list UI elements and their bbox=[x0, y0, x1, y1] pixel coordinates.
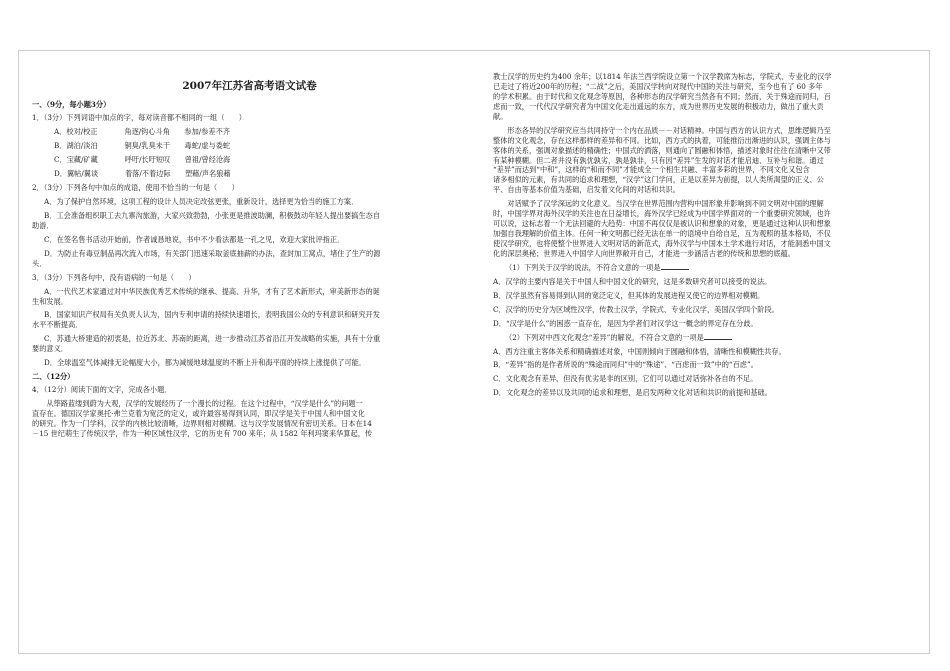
question-1-option-a bbox=[54, 127, 467, 137]
passage-paragraph-2-line-7: 平、自由等基本价值为基础，启发着文化间的对话和共识。 bbox=[493, 185, 680, 195]
subquestion-2-option-c: C．文化观念有差异，但没有优劣是非的区别，它们可以通过对话弥补各自的不足。 bbox=[493, 374, 758, 384]
option-word: 湖泊/淡泊 bbox=[66, 141, 98, 151]
question-3-option-b-cont: 水平不断提高． bbox=[32, 320, 83, 330]
subquestion-1-option-d: D．“汉学是什么”的困惑一直存在，是因为学者们对汉学这一概念的界定存在分歧。 bbox=[493, 318, 758, 328]
question-3-option-d: D．全球温室气体减排无论幅度大小，都为减缓地球温度的不断上升和海平面的持续上涨提供了可能． bbox=[44, 358, 367, 368]
option-word: 参加/参差不齐 bbox=[184, 127, 230, 137]
option-letter: D． bbox=[54, 169, 67, 179]
option-word: 呼吁/长吁短叹 bbox=[124, 155, 171, 165]
section-1-heading: 一、（9分，每小题3分） bbox=[32, 100, 111, 110]
question-3-option-b: B．国家知识产权局有关负责人认为，国内专利申请的持续快速增长，表明我国公众的专利意识和研究开发 bbox=[44, 310, 380, 320]
option-letter: C． bbox=[54, 155, 67, 165]
option-letter: B． bbox=[54, 141, 67, 151]
passage-cont-line-4: 虑而一致，一代代汉学研究者为中国文化走出遥远的东方，成为世界历史发展的积极动力，做出了重大贡 bbox=[493, 101, 824, 111]
subquestion-1-text: （1）下列关于汉学的说法，不符合文意的一项是 bbox=[505, 262, 661, 272]
question-2-stem: 2．（3分）下列各句中加点的成语，使用不恰当的一句是（ ） bbox=[32, 183, 239, 193]
left-column bbox=[32, 70, 467, 443]
option-word: 曾祖/曾经沧海 bbox=[184, 155, 231, 165]
section-2-heading: 二、（12分） bbox=[32, 372, 75, 382]
answer-blank bbox=[704, 333, 732, 340]
option-word: 角逐/钩心斗角 bbox=[124, 127, 170, 137]
page-title: 2007年江苏省高考语文试卷 bbox=[182, 80, 317, 92]
subquestion-2-option-b: B．“差异”指的是作者所说的“殊途而同归”中的“殊途”、“百虑而一致”中的“百虑”。 bbox=[493, 360, 758, 370]
right-column bbox=[493, 72, 911, 402]
subquestion-2-text: （2）下列对中西文化观念“差异”的解说，不符合文意的一项是 bbox=[505, 332, 704, 342]
passage-paragraph-3-line-1: 对话赋予了汉学深远的文化意义。当汉学在世界范围内营构中国形象并影响到不同文明对中国的理解 bbox=[507, 199, 824, 209]
option-word: 宝藏/矿藏 bbox=[66, 155, 98, 165]
option-word: 铜臭/乳臭未干 bbox=[124, 141, 171, 151]
passage-cont-line-1: 教士汉学的历史约为400 余年；以1814 年法兰西学院设立第一个汉学教席为标志，学院式、专业化的汉学 bbox=[493, 72, 832, 81]
question-2-option-d: D．为防止有毒豆制品再次流入市场，有关部门迅速采取釜底抽薪的办法，查封加工窝点，堵住了生产的源 bbox=[44, 248, 381, 258]
passage-paragraph-3-line-4: 加强自我理解的价值主体。任何一种文明都已经无法在单一的语境中自给自足，互为观照的基本格局，不仅 bbox=[493, 229, 831, 239]
subquestion-1-stem bbox=[493, 263, 911, 273]
passage-paragraph-3-line-2: 时，中国学界对海外汉学的关注也在日益增长，海外汉学已经成为中国学界面对的一个重要研究领域，也许 bbox=[493, 209, 831, 219]
question-1-stem: 1．（3分）下列词语中加点的字，每对读音都不相同的一组（ ） bbox=[32, 113, 246, 123]
passage-paragraph-1-line-3: 的研究。作为一门学科，汉学的内核比较清晰，边界则相对模糊。这与汉学发展情况有密切关系。日本在14 bbox=[32, 418, 372, 428]
option-word: 校对/校正 bbox=[66, 127, 98, 137]
question-3-option-a-cont: 生和发展． bbox=[32, 296, 68, 306]
question-2-option-c: C．在签名售书活动开始前，作者诚恳地说，书中不少看法都是一孔之见，欢迎大家批评指正． bbox=[44, 234, 345, 244]
question-2-option-b-cont: 助游． bbox=[32, 220, 54, 230]
passage-cont-line-5: 献。 bbox=[493, 111, 508, 121]
passage-paragraph-3-line-6: 化的深层奥秘；世界进入中国学人向世界敞开自己，才能进一步涵活古老的传统和思想的底蕴。 bbox=[493, 248, 795, 258]
passage-paragraph-1-line-4: －15 世纪萌生了传统汉学，作为一种区域性汉学，它的历史有 700 来年；从 1582 年利玛窦来华算起，传 bbox=[32, 428, 373, 438]
subquestion-2-stem bbox=[493, 333, 911, 343]
subquestion-1-option-c: C．汉学的历史分为区域性汉学，传教士汉学，学院式、专业化汉学，美国汉学四个阶段。 bbox=[493, 304, 779, 314]
question-1-option-b bbox=[54, 141, 467, 151]
passage-paragraph-3-line-5: 使汉学研究，也将使整个世界进入文明对话的新范式，海外汉学与中国本土学术進行对话，才能洞悉中国文 bbox=[493, 239, 831, 248]
passage-paragraph-1-line-2: 直存在。德国汉学家奥托·弗兰克着为宽泛的定义，或许最容易得到认同，即汉学是关于中国人和中国文化 bbox=[32, 408, 365, 418]
question-2-option-b: B．工会准备组织职工去九寨沟旅游，大家兴致勃勃，小张更是推波助澜，积极鼓动年轻人提出要搞生态自 bbox=[44, 210, 380, 220]
passage-paragraph-2-line-5: “差异”而达到“中和”，这样的“和而不同”才能成全一个相生共融、丰富多彩的世界，不同文化又包含 bbox=[493, 165, 810, 175]
question-4-stem: 4．（12分）阅读下面的文字，完成各小题． bbox=[32, 385, 172, 395]
answer-blank bbox=[661, 263, 689, 270]
passage-paragraph-2-line-4: 有某种模糊。但二者并没有孰优孰劣，孰是孰非，只有因“差异”生发的对话才能启迪、互补与和谐。通过 bbox=[493, 155, 824, 165]
question-2-option-d-cont: 头． bbox=[32, 258, 47, 268]
passage-paragraph-2-line-6: 诸多相似的元素，有共同的追求和理想，“汉学”这门学问，正是以差异为前提，以人类所渴望的正义、公 bbox=[493, 175, 824, 185]
passage-paragraph-2-line-1: 形态各异的汉学研究应当共同持守一个内在品质－－对话精神。中国与西方的认识方式，思维逻辑乃至 bbox=[507, 125, 831, 135]
question-3-option-a: A．一代代艺术家通过对中华民族优秀艺术传统的继承、提高、升华，才有了艺术新形式，审美新形态的诞 bbox=[44, 286, 380, 296]
option-word: 塑藉/声名狼藉 bbox=[184, 169, 231, 179]
passage-paragraph-2-line-2: 整体的文化观念，存在这样那样的差异和不同。比如，西方式的执着，可能推衍出渐进的认识，强调主体与 bbox=[493, 135, 831, 145]
subquestion-2-option-d: D．文化观念的差异以及共同的追求和理想，是启发两种文化对话和共识的前提和基础。 bbox=[493, 388, 772, 398]
passage-paragraph-2-line-3: 客体的关系，强调对象描述的精确性；中国式的洒落，则通向了圆融和体悟，描述对象时往往在清晰中又带 bbox=[493, 145, 831, 155]
question-1-option-d bbox=[54, 169, 467, 179]
question-1-options bbox=[32, 127, 467, 179]
question-2-option-a: A．为了保护自然环境，这项工程的设计人员决定改弦更张，重新设计，选择更为恰当的施工方案． bbox=[44, 197, 359, 207]
subquestion-1-option-a: A．汉学的主要内容是关于中国人和中国文化的研究，这是多数研究者可以接受的说法。 bbox=[493, 276, 772, 286]
question-3-option-c-cont: 要的意义． bbox=[32, 344, 68, 354]
question-3-stem: 3．（3分）下列各句中，没有语病的一句是（ ） bbox=[32, 272, 196, 282]
option-word: 毒蛇/虚与委蛇 bbox=[184, 141, 231, 151]
option-word: 着落/不着边际 bbox=[124, 169, 171, 179]
passage-cont-line-3: 的学术积累。由于时代和文化观念等原因，各种形态的汉学研究当然各有不同；然而，关于殊途而同归，百 bbox=[493, 91, 831, 101]
option-word: 翼帖/翼谈 bbox=[66, 169, 99, 179]
subquestion-2-option-a: A．西方注重主客体关系和精确描述对象，中国则倾向于圆融和体悟，清晰性和模糊性共存。 bbox=[493, 346, 786, 356]
question-3-option-c: C．苏通大桥建造的初衷是，拉近苏北、苏南的距离，进一步推动江苏省沿江开发战略的实施，具有十分重 bbox=[44, 334, 381, 344]
subquestion-1-option-b: B．汉学虽然有容易得到认同的宽泛定义，但其体的发展进程又使它的边界相对模糊。 bbox=[493, 290, 765, 300]
passage-paragraph-3-line-3: 可以说，这标志着一个无法回避的大趋势：中国不再仅仅是被认识和想象的对象，更是通过这种认识和想象 bbox=[493, 219, 831, 229]
question-1-option-c bbox=[54, 155, 467, 165]
option-letter: A． bbox=[54, 127, 67, 137]
passage-paragraph-1-line-1: 从筚路蓝缕到蔚为大观，汉学的发展经历了一个漫长的过程。在这个过程中，“汉学是什么”的问题一 bbox=[46, 399, 363, 409]
passage-cont-line-2: 已走过了将近200年的历程；“二战”之后，美国汉学转向对现代中国的关注与研究，至今也有了 60 多年 bbox=[493, 81, 823, 91]
